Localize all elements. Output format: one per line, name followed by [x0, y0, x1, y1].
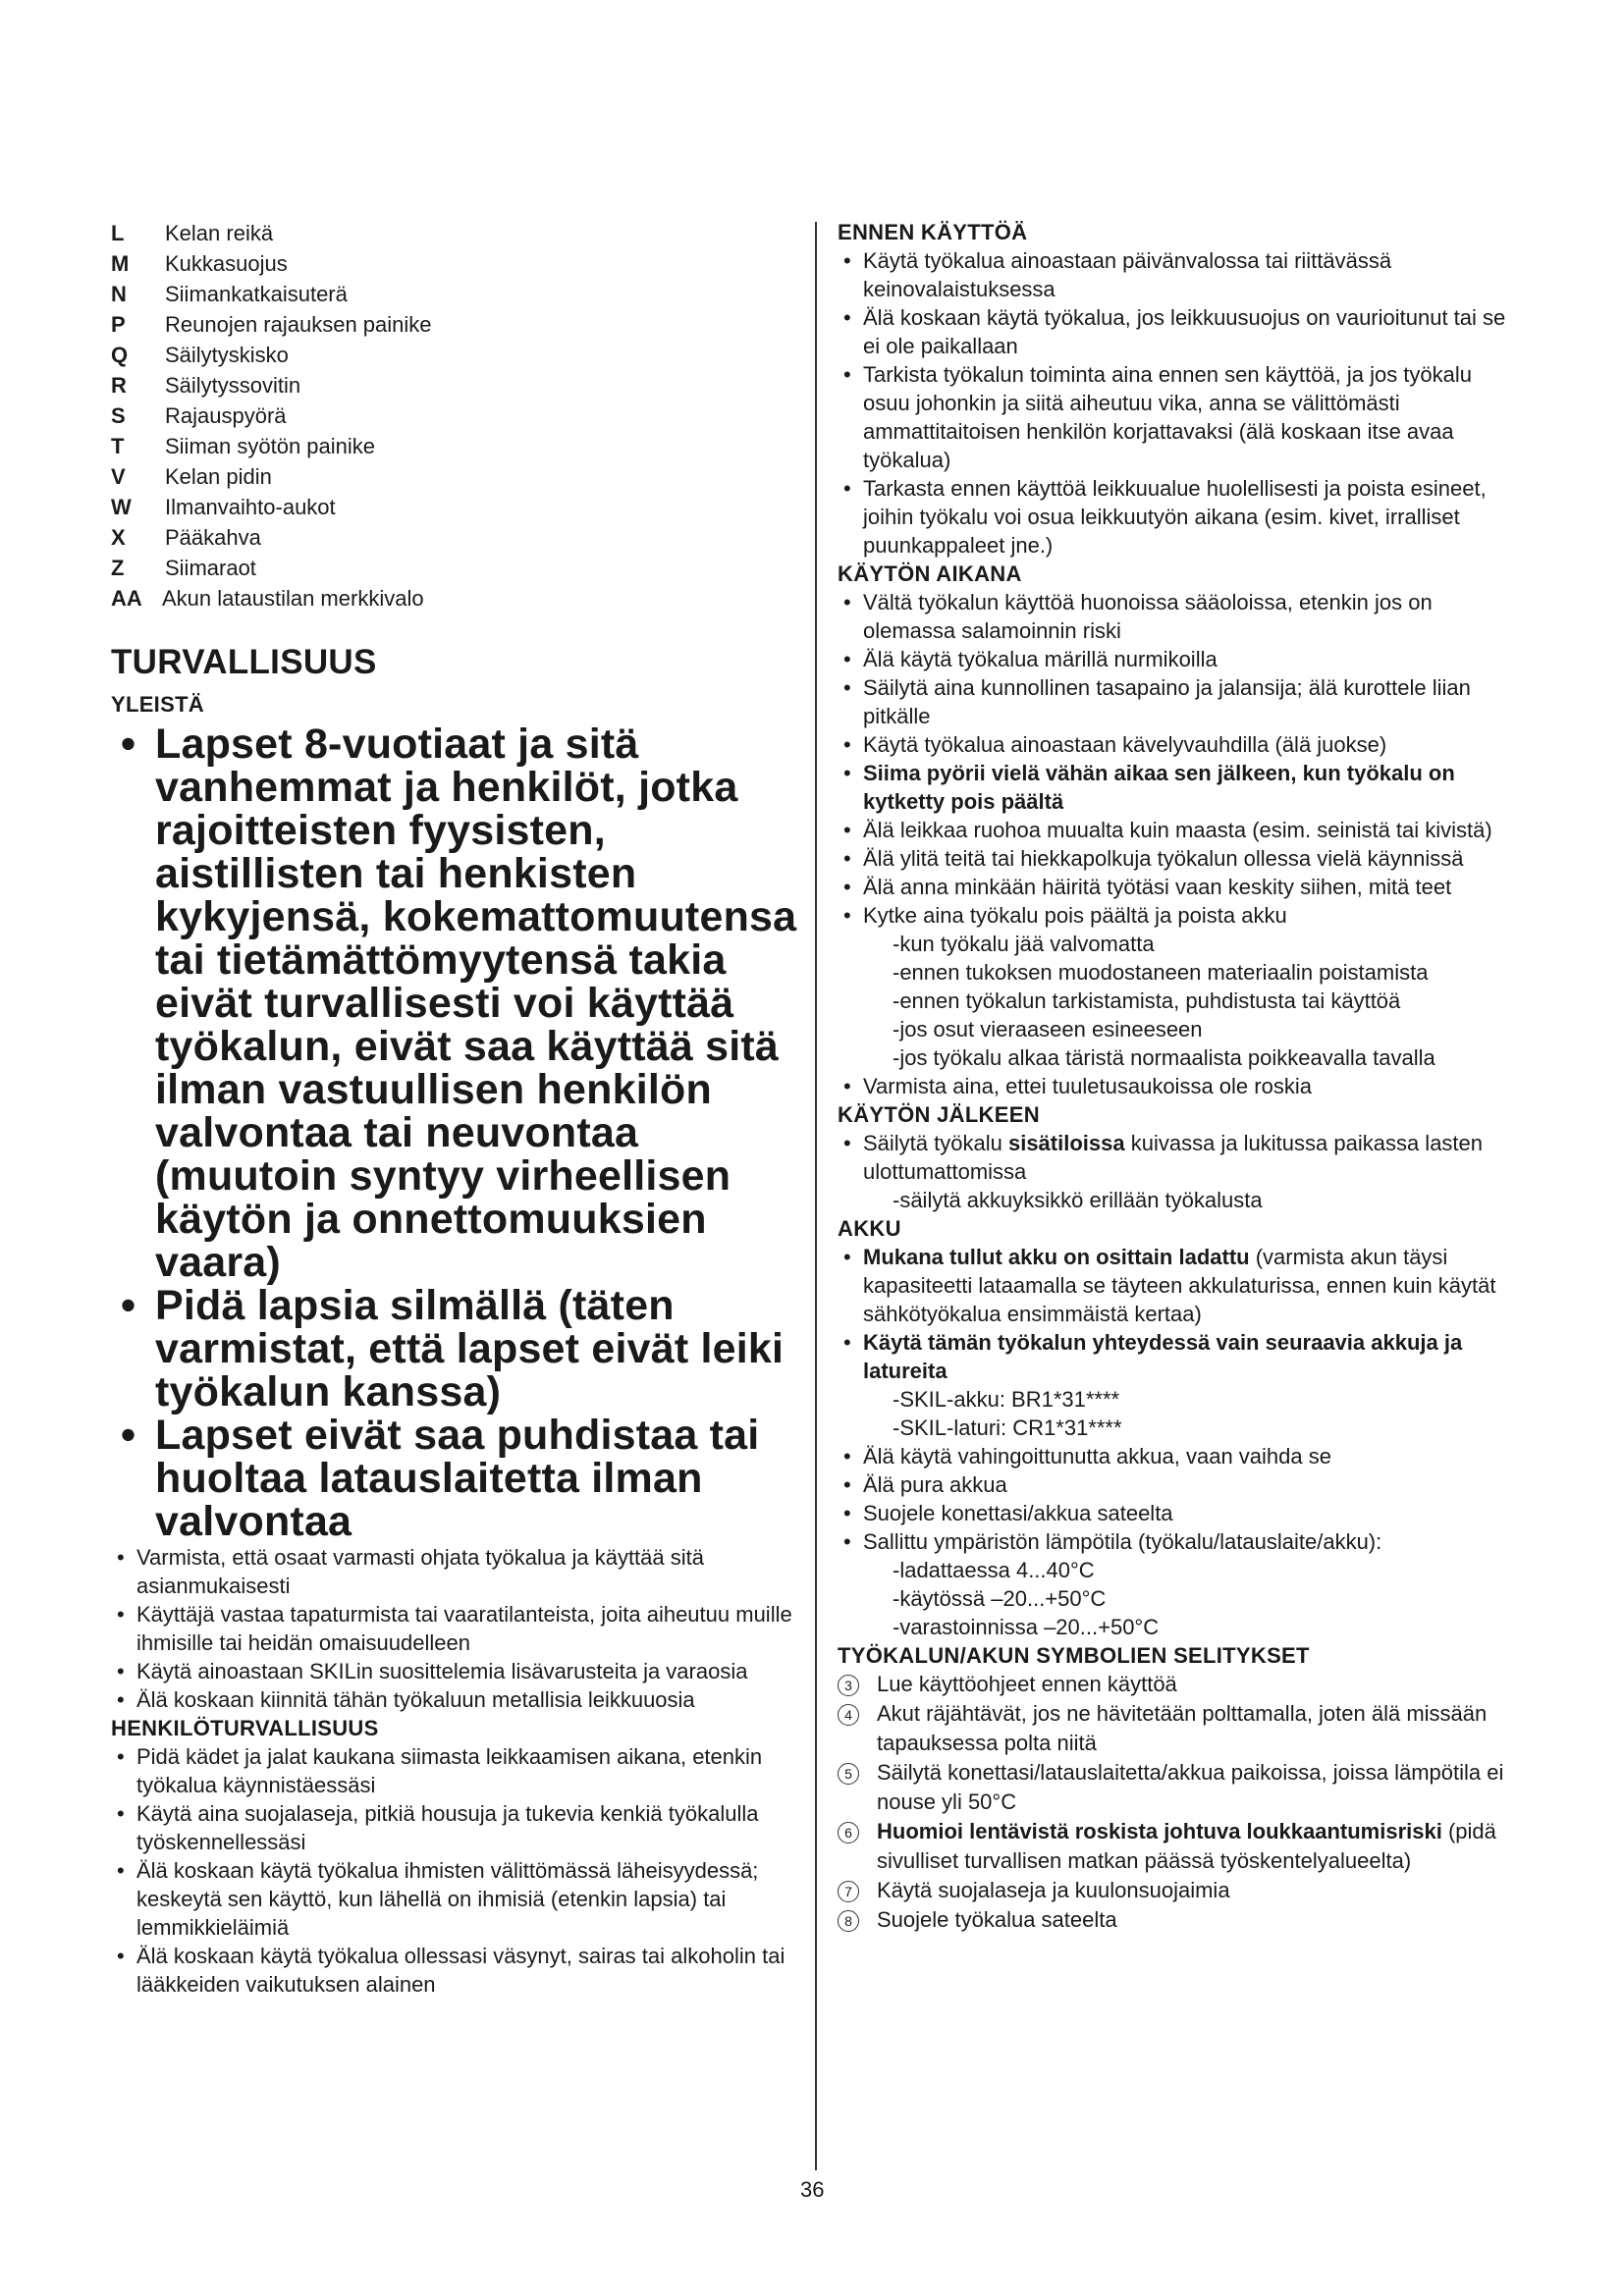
- part-item: [111, 248, 798, 279]
- symbol-item: [838, 1758, 1515, 1817]
- text-run: (varmista akun täysi kapasiteetti lataamalla se täyteen akkulaturissa, ennen kuin käytät sähkötyökalua ensimmäistä kertaa): [863, 1245, 1496, 1326]
- part-key: W: [111, 495, 132, 519]
- circled-number-icon: 3: [838, 1675, 859, 1696]
- bullet-item: [838, 1328, 1515, 1442]
- sub-item: -ennen työkalun tarkistamista, puhdistusta tai käyttöä: [893, 988, 1401, 1013]
- symbol-text: Akut räjähtävät, jos ne hävitetään polttamalla, joten älä missään tapauksessa polta niitä: [877, 1701, 1488, 1755]
- bullet-item: • Älä koskaan käytä työkalua ihmisten välittömässä läheisyydessä; keskeytä sen käyttö, kun lähellä on ihmisiä (etenkin lapsia) tai lemmikkieläimiä: [111, 1856, 798, 1942]
- bullet-item: • Älä leikkaa ruohoa muualta kuin maasta (esim. seinistä tai kivistä): [838, 816, 1515, 844]
- part-key: S: [111, 403, 126, 428]
- bold-text: sisätiloissa: [1007, 1131, 1125, 1155]
- symbol-item: [838, 1670, 1515, 1699]
- part-item: [111, 340, 798, 370]
- part-label: Rajauspyörä: [165, 403, 287, 428]
- part-item: [111, 279, 798, 309]
- sub-item: -jos osut vieraaseen esineeseen: [893, 1017, 1203, 1041]
- sub-item: -säilytä akkuyksikkö erillään työkalusta: [893, 1188, 1263, 1212]
- battery-heading: AKKU: [838, 1216, 901, 1241]
- circled-number-icon: 5: [838, 1763, 859, 1785]
- bullet-item: [838, 1129, 1515, 1214]
- bullet-text: Sallittu ympäristön lämpötila (työkalu/latauslaite/akku):: [863, 1529, 1382, 1554]
- part-key: T: [111, 434, 125, 458]
- during-use-bullets: [838, 588, 1515, 1100]
- right-column: [838, 218, 1515, 1935]
- bold-text: Siima pyörii vielä vähän aikaa sen jälkeen, kun työkalu on kytketty pois päältä: [863, 761, 1455, 814]
- part-item: [111, 461, 798, 492]
- part-label: Säilytyskisko: [165, 343, 289, 367]
- after-use-heading: KÄYTÖN JÄLKEEN: [838, 1102, 1040, 1127]
- circled-number-icon: 7: [838, 1881, 859, 1902]
- bullet-item: • Käytä työkalua ainoastaan päivänvalossa tai riittävässä keinovalaistuksessa: [838, 246, 1515, 303]
- sub-item: -jos työkalu alkaa täristä normaalista poikkeavalla tavalla: [893, 1045, 1435, 1070]
- big-warning-item: • Lapset eivät saa puhdistaa tai huoltaa latauslaitetta ilman valvontaa: [111, 1414, 798, 1543]
- parts-list: [111, 218, 798, 614]
- part-item: [111, 431, 798, 461]
- part-item: [111, 309, 798, 340]
- part-label: Reunojen rajauksen painike: [165, 312, 432, 337]
- bullet-item: • Käytä työkalua ainoastaan kävelyvauhdilla (älä juokse): [838, 730, 1515, 759]
- part-key: L: [111, 221, 125, 245]
- part-label: Siimankatkaisuterä: [165, 282, 348, 306]
- part-label: Siiman syötön painike: [165, 434, 376, 458]
- sub-item: -käytössä –20...+50°C: [893, 1586, 1107, 1611]
- sub-item: -SKIL-laturi: CR1*31****: [893, 1415, 1122, 1440]
- circled-number-icon: 6: [838, 1822, 859, 1843]
- personal-bullets: [111, 1742, 798, 1999]
- bullet-item: • Käytä ainoastaan SKILin suosittelemia lisävarusteita ja varaosia: [111, 1657, 798, 1685]
- bold-text: Käytä tämän työkalun yhteydessä vain seuraavia akkuja ja latureita: [863, 1330, 1463, 1383]
- part-item: [111, 522, 798, 553]
- part-item: [111, 400, 798, 431]
- bullet-text: Kytke aina työkalu pois päältä ja poista akku: [863, 903, 1287, 928]
- page-number: 36: [800, 2177, 825, 2202]
- left-column: [111, 218, 798, 1999]
- bullet-item: • Suojele konettasi/akkua sateelta: [838, 1499, 1515, 1527]
- bullet-item: • Älä käytä työkalua märillä nurmikoilla: [838, 645, 1515, 673]
- part-label: Säilytyssovitin: [165, 373, 301, 398]
- part-label: Ilmanvaihto-aukot: [165, 495, 336, 519]
- bullet-item: • Älä koskaan käytä työkalua, jos leikkuusuojus on vaurioitunut tai se ei ole paikallaan: [838, 303, 1515, 360]
- bullet-item: • Pidä kädet ja jalat kaukana siimasta leikkaamisen aikana, etenkin työkalua käynnistäessäsi: [111, 1742, 798, 1799]
- circled-number-icon: 4: [838, 1704, 859, 1726]
- bullet-item: • Vältä työkalun käyttöä huonoissa sääoloissa, etenkin jos on olemassa salamoinnin riski: [838, 588, 1515, 645]
- symbol-item: [838, 1905, 1515, 1935]
- sub-item: -kun työkalu jää valvomatta: [893, 932, 1155, 956]
- circled-number-icon: 8: [838, 1910, 859, 1932]
- bullet-item-switch-off: [838, 901, 1515, 1072]
- general-heading: YLEISTÄ: [111, 692, 204, 717]
- symbol-item: [838, 1817, 1515, 1876]
- part-item: [111, 583, 798, 614]
- bullet-item-bold: [838, 759, 1515, 816]
- battery-bullets: [838, 1243, 1515, 1641]
- symbol-item: [838, 1699, 1515, 1758]
- symbols-list: [838, 1670, 1515, 1935]
- bullet-item: • Älä pura akkua: [838, 1470, 1515, 1499]
- part-key: M: [111, 251, 130, 276]
- part-label: Kukkasuojus: [165, 251, 288, 276]
- bullet-item: • Varmista, että osaat varmasti ohjata työkalua ja käyttää sitä asianmukaisesti: [111, 1543, 798, 1600]
- big-warning-item: • Lapset 8-vuotiaat ja sitä vanhemmat ja henkilöt, jotka rajoitteisten fyysisten, aistillisten tai henkisten kykyjensä, kokemattomuutensa tai tietämättömyytensä takia eivät turvallisesti voi käyttää työkalun, eivät saa käyttää sitä ilman vastuullisen henkilön valvontaa tai neuvontaa (muutoin syntyy virheellisen käytön ja onnettomuuksien vaara): [111, 722, 798, 1284]
- bullet-item: • Älä koskaan käytä työkalua ollessasi väsynyt, sairas tai alkoholin tai lääkkeiden vaikutuksen alainen: [111, 1942, 798, 1999]
- section-title: TURVALLISUUS: [111, 643, 377, 681]
- part-label: Akun lataustilan merkkivalo: [162, 586, 424, 611]
- part-label: Kelan reikä: [165, 221, 274, 245]
- bullet-item: • Käytä aina suojalaseja, pitkiä housuja ja tukevia kenkiä työkalulla työskennellessäsi: [111, 1799, 798, 1856]
- sub-item: -ladattaessa 4...40°C: [893, 1558, 1095, 1582]
- bullet-item: • Älä anna minkään häiritä työtäsi vaan keskity siihen, mitä teet: [838, 873, 1515, 901]
- before-use-bullets: [838, 246, 1515, 560]
- after-use-bullets: [838, 1129, 1515, 1214]
- part-key: N: [111, 282, 127, 306]
- during-use-heading: KÄYTÖN AIKANA: [838, 561, 1022, 586]
- part-key: V: [111, 464, 126, 489]
- text-run: kuivassa ja lukitussa paikassa lasten ulottumattomissa: [863, 1131, 1484, 1184]
- part-item: [111, 370, 798, 400]
- part-key: X: [111, 525, 126, 550]
- bullet-item: • Tarkista työkalun toiminta aina ennen sen käyttöä, ja jos työkalu osuu johonkin ja siitä aiheutuu vika, anna se välittömästi ammattitaitoisen henkilön korjattavaksi (älä koskaan itse avaa työkalua): [838, 360, 1515, 474]
- part-label: Kelan pidin: [165, 464, 272, 489]
- symbol-text: Suojele työkalua sateelta: [877, 1907, 1117, 1932]
- part-key: R: [111, 373, 127, 398]
- bullet-item: • Älä koskaan kiinnitä tähän työkaluun metallisia leikkuuosia: [111, 1685, 798, 1714]
- symbol-text: Säilytä konettasi/latauslaitetta/akkua paikoissa, joissa lämpötila ei nouse yli 50°C: [877, 1760, 1504, 1814]
- sub-item: -SKIL-akku: BR1*31****: [893, 1387, 1120, 1412]
- part-key: P: [111, 312, 126, 337]
- general-bullets: [111, 1543, 798, 1714]
- symbol-item: [838, 1876, 1515, 1905]
- bullet-item: [838, 1527, 1515, 1641]
- part-item: [111, 553, 798, 583]
- symbol-text: Lue käyttöohjeet ennen käyttöä: [877, 1672, 1177, 1696]
- text-run: Säilytä työkalu: [863, 1131, 1008, 1155]
- part-key: Q: [111, 343, 129, 367]
- column-divider: [815, 222, 817, 2170]
- part-key: Z: [111, 556, 125, 580]
- bullet-item: • Käyttäjä vastaa tapaturmista tai vaaratilanteista, joita aiheutuu muille ihmisille tai heidän omaisuudelleen: [111, 1600, 798, 1657]
- bullet-item: [838, 1243, 1515, 1328]
- bold-text: Mukana tullut akku on osittain ladattu: [863, 1245, 1250, 1269]
- symbol-text: (pidä sivulliset turvallisen matkan päässä työskentelyalueelta): [877, 1819, 1496, 1873]
- sub-item: -varastoinnissa –20...+50°C: [893, 1615, 1160, 1639]
- part-label: Pääkahva: [165, 525, 261, 550]
- personal-heading: HENKILÖTURVALLISUUS: [111, 1716, 379, 1740]
- before-use-heading: ENNEN KÄYTTÖÄ: [838, 220, 1028, 244]
- part-key: AA: [111, 586, 142, 611]
- bullet-item: • Varmista aina, ettei tuuletusaukoissa ole roskia: [838, 1072, 1515, 1100]
- bullet-item: • Älä ylitä teitä tai hiekkapolkuja työkalun ollessa vielä käynnissä: [838, 844, 1515, 873]
- big-warnings: [111, 722, 798, 1543]
- symbol-text: Käytä suojalaseja ja kuulonsuojaimia: [877, 1878, 1230, 1902]
- big-warning-item: • Pidä lapsia silmällä (täten varmistat, että lapset eivät leiki työkalun kanssa): [111, 1284, 798, 1414]
- bullet-item: • Tarkasta ennen käyttöä leikkuualue huolellisesti ja poista esineet, joihin työkalu voi osua leikkuutyön aikana (esim. kivet, irralliset puunkappaleet jne.): [838, 474, 1515, 560]
- part-item: [111, 218, 798, 248]
- part-item: [111, 492, 798, 522]
- symbols-heading: TYÖKALUN/AKUN SYMBOLIEN SELITYKSET: [838, 1643, 1310, 1668]
- part-label: Siimaraot: [165, 556, 256, 580]
- bullet-item: • Säilytä aina kunnollinen tasapaino ja jalansija; älä kurottele liian pitkälle: [838, 673, 1515, 730]
- bold-text: Huomioi lentävistä roskista johtuva loukkaantumisriski: [877, 1819, 1442, 1843]
- bullet-item: • Älä käytä vahingoittunutta akkua, vaan vaihda se: [838, 1442, 1515, 1470]
- sub-item: -ennen tukoksen muodostaneen materiaalin poistamista: [893, 960, 1429, 985]
